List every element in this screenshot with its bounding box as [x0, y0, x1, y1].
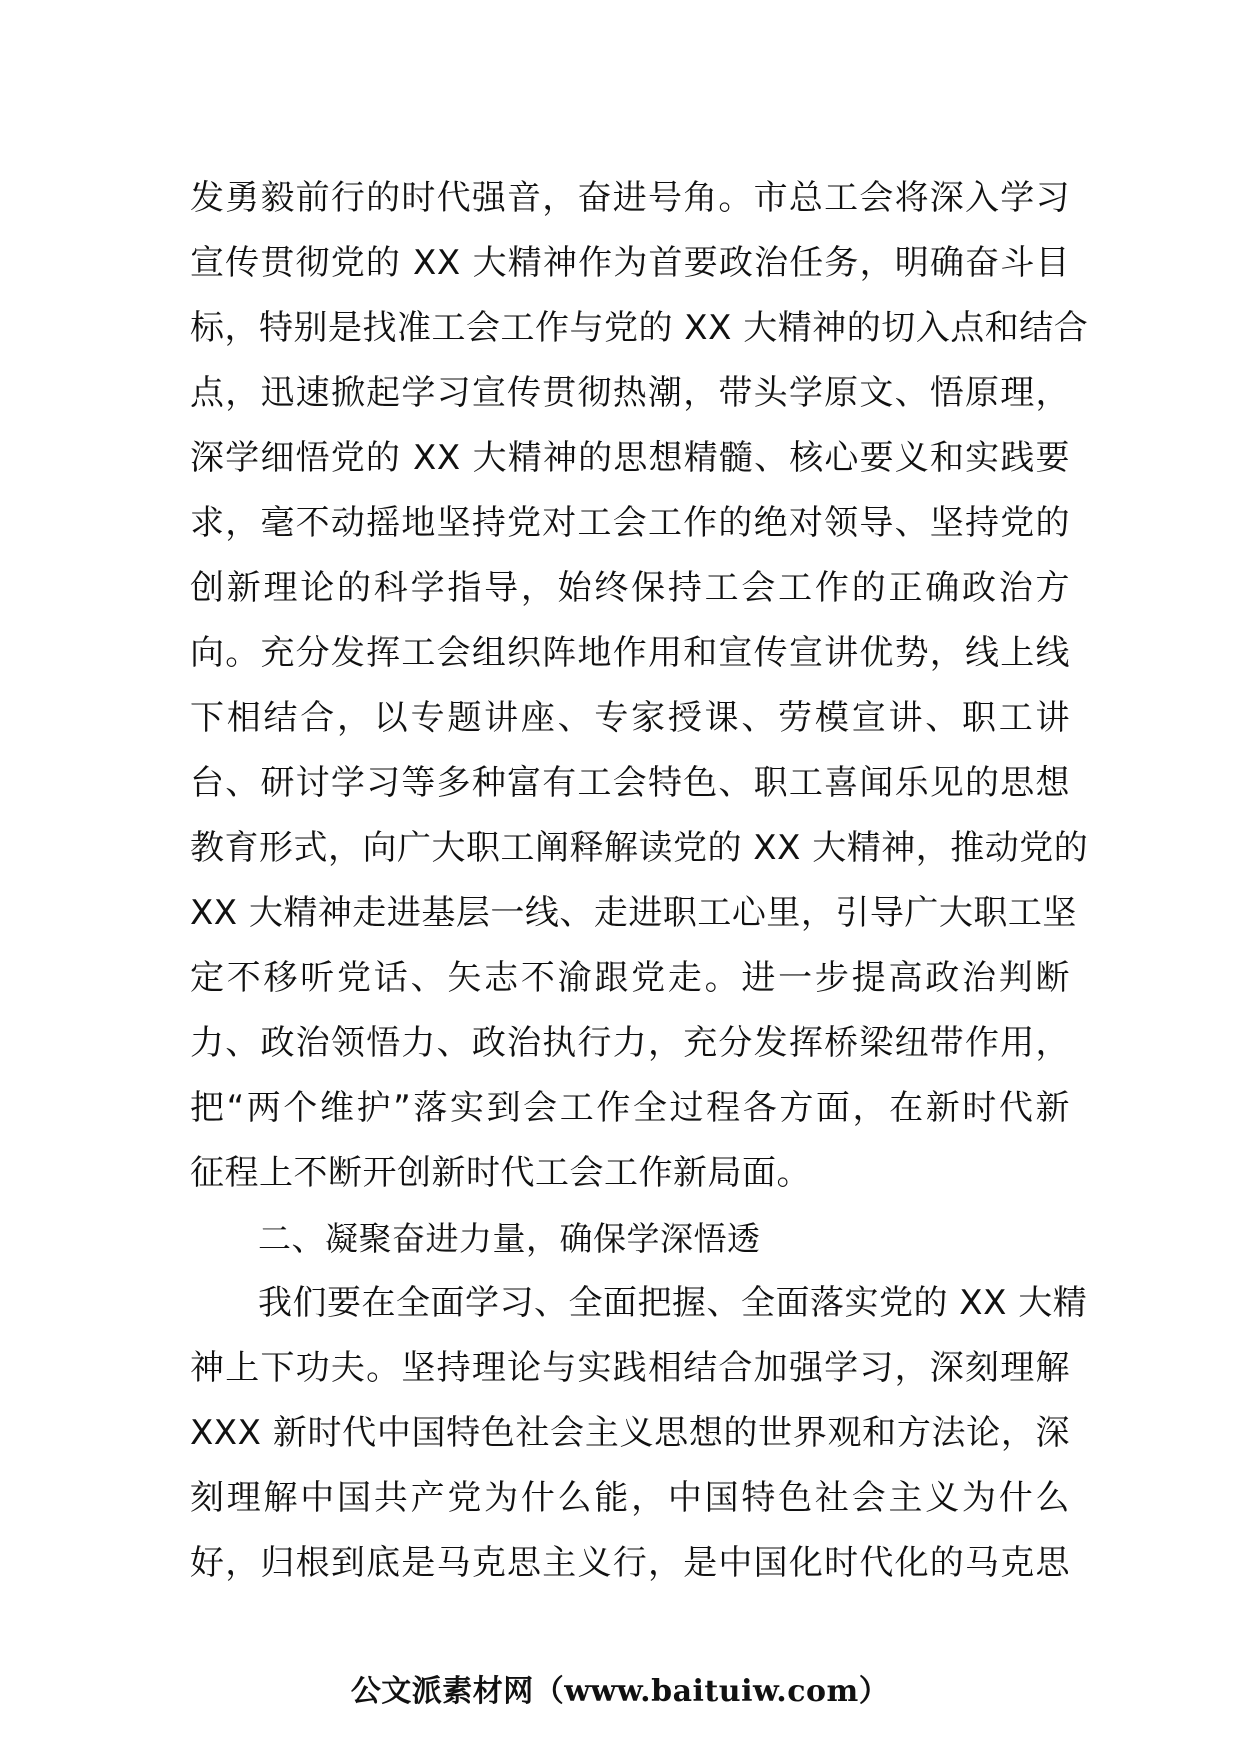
text-line-18: 我们要在全面学习、全面把握、全面落实党的 XX 大精 [258, 1283, 1088, 1323]
text-line-16: 征程上不断开创新时代工会工作新局面。 [190, 1153, 811, 1193]
text-line-15: 把“两个维护”落实到会工作全过程各方面，在新时代新 [190, 1088, 1070, 1128]
text-line-8: 向。充分发挥工会组织阵地作用和宣传宣讲优势，线上线 [190, 633, 1070, 673]
text-line-6: 求，毫不动摇地坚持党对工会工作的绝对领导、坚持党的 [190, 503, 1070, 543]
text-line-21: 刻理解中国共产党为什么能，中国特色社会主义为什么 [190, 1478, 1070, 1518]
text-line-20: XXX 新时代中国特色社会主义思想的世界观和方法论，深 [190, 1413, 1070, 1453]
text-line-9: 下相结合，以专题讲座、专家授课、劳模宣讲、职工讲 [190, 698, 1070, 738]
text-line-11: 教育形式，向广大职工阐释解读党的 XX 大精神，推动党的 [190, 828, 1089, 868]
text-line-14: 力、政治领悟力、政治执行力，充分发挥桥梁纽带作用， [190, 1023, 1070, 1063]
text-line-13: 定不移听党话、矢志不渝跟党走。进一步提高政治判断 [190, 958, 1070, 998]
section-heading: 二、凝聚奋进力量，确保学深悟透 [258, 1219, 761, 1258]
text-line-3: 标，特别是找准工会工作与党的 XX 大精神的切入点和结合 [190, 308, 1089, 348]
text-line-12: XX 大精神走进基层一线、走进职工心里，引导广大职工坚 [190, 893, 1077, 933]
text-line-1: 发勇毅前行的时代强音，奋进号角。市总工会将深入学习 [190, 178, 1070, 218]
footer-watermark: 公文派素材网（www.baituiw.com） [350, 1674, 890, 1709]
text-line-7: 创新理论的科学指导，始终保持工会工作的正确政治方 [190, 568, 1070, 608]
text-line-2: 宣传贯彻党的 XX 大精神作为首要政治任务，明确奋斗目 [190, 243, 1070, 283]
document-body [190, 166, 1089, 1596]
text-line-5: 深学细悟党的 XX 大精神的思想精髓、核心要义和实践要 [190, 438, 1070, 478]
text-line-22: 好，归根到底是马克思主义行，是中国化时代化的马克思 [190, 1543, 1070, 1583]
text-line-4: 点，迅速掀起学习宣传贯彻热潮，带头学原文、悟原理， [190, 373, 1070, 413]
text-line-19: 神上下功夫。坚持理论与实践相结合加强学习，深刻理解 [190, 1348, 1070, 1388]
text-line-10: 台、研讨学习等多种富有工会特色、职工喜闻乐见的思想 [190, 763, 1070, 803]
